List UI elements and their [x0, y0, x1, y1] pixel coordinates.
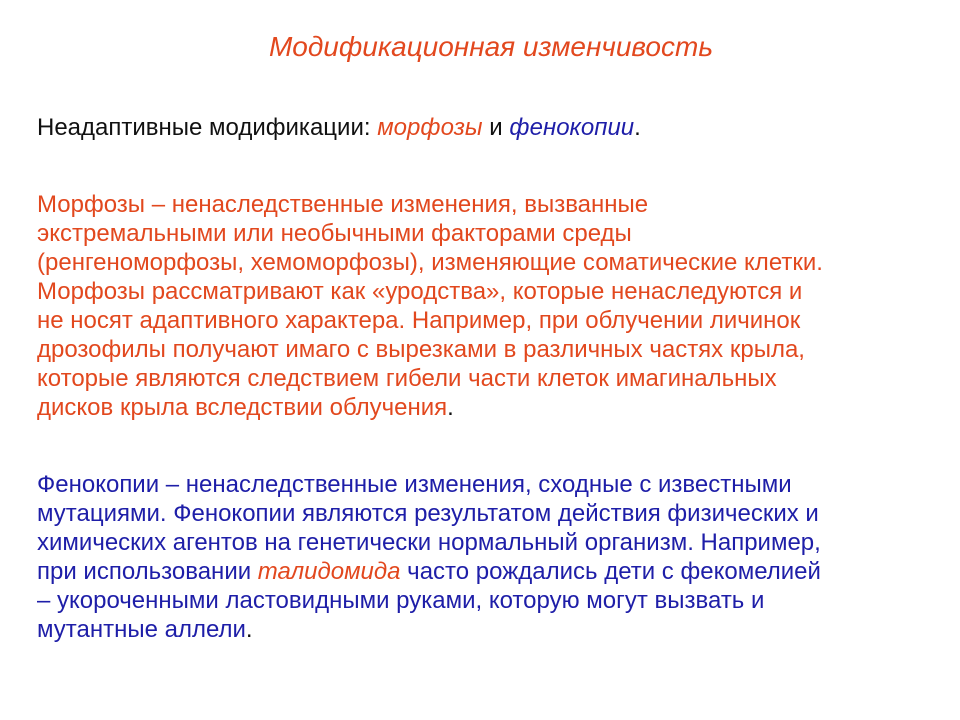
phenocopies-line-4-prefix: при использовании [37, 558, 258, 585]
phenocopies-end-mark: . [245, 616, 253, 643]
morphoses-paragraph [37, 190, 937, 422]
morphoses-line-5: не носят адаптивного характера. Например, при облучении личинок [37, 307, 801, 334]
morphoses-line-4: Морфозы рассматривают как «уродства», которые ненаследуются и [37, 278, 803, 305]
subtitle-suffix: . [634, 114, 641, 141]
morphoses-line-6: дрозофилы получают имаго с вырезками в различных частях крыла, [37, 336, 805, 363]
morphoses-end-mark: . [447, 394, 454, 421]
phenocopies-line-3: химических агентов на генетически нормальный организм. Например, [37, 529, 821, 556]
morphoses-line-8 [37, 393, 937, 422]
thalidomide-term: талидомида [257, 558, 401, 585]
slide-title: Модификационная изменчивость [268, 31, 714, 62]
phenocopies-line-2: мутациями. Фенокопии являются результатом действия физических и [37, 500, 819, 527]
phenocopies-line-6-text: мутантные аллели [37, 616, 246, 643]
subtitle-term-phenocopies: фенокопии [509, 114, 635, 141]
phenocopies-line-1: Фенокопии – ненаследственные изменения, сходные с известными [37, 471, 792, 498]
morphoses-line-8-text: дисков крыла вследствии облучения [37, 394, 448, 421]
subtitle-line [37, 113, 641, 143]
phenocopies-line-4 [37, 557, 937, 586]
morphoses-line-1: Морфозы – ненаследственные изменения, вызванные [37, 191, 649, 218]
subtitle-prefix: Неадаптивные модификации: [37, 114, 378, 141]
subtitle-term-morphoses: морфозы [377, 114, 483, 141]
morphoses-line-2: экстремальными или необычными факторами среды [37, 220, 632, 247]
morphoses-line-3: (ренгеноморфозы, хемоморфозы), изменяющие соматические клетки. [37, 249, 823, 276]
morphoses-line-7: которые являются следствием гибели части клеток имагинальных [37, 365, 777, 392]
phenocopies-line-5: – укороченными ластовидными руками, которую могут вызвать и [37, 587, 765, 614]
subtitle-connector: и [482, 114, 510, 141]
phenocopies-line-6 [37, 615, 937, 644]
phenocopies-paragraph [37, 470, 937, 644]
phenocopies-line-4-suffix: часто рождались дети с фекомелией [400, 558, 821, 585]
